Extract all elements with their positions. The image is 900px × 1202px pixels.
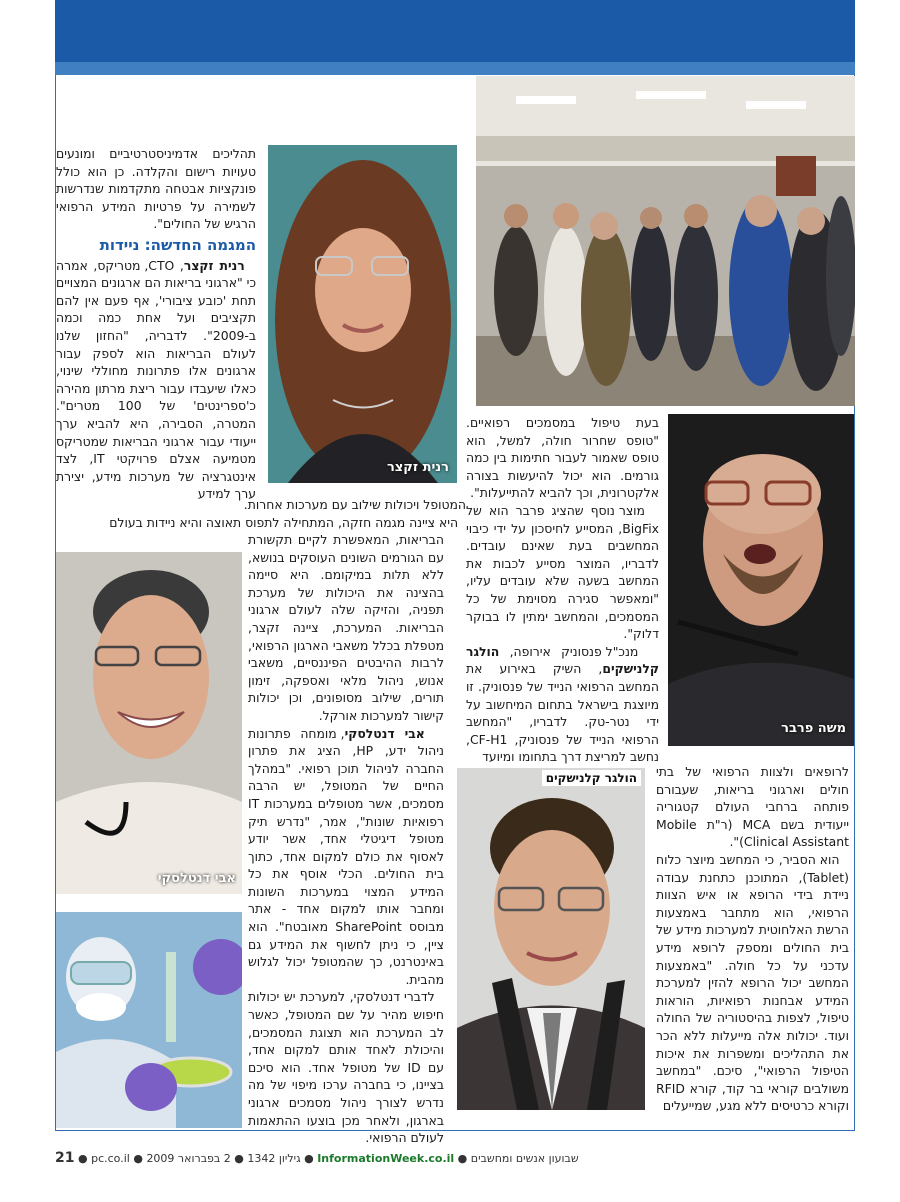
wide-line2-text: היא ציינה מגמה חזקה, המתחילה לתפוס תאוצה והיא ניידות בעולם <box>109 514 459 530</box>
footer-publication: שבועון אנשים ומחשבים <box>470 1152 579 1165</box>
col-holger-p2-text: הוא הסביר, כי המחשב מיוצר כלוח (Tablet), המתוכנן כתחנת עבודה ניידת בידי הרופא או איש הצוות הרפואי, הוא מתחבר באמצעות הרשת האלחוטית למערכות מידע של בית החולים ומספק לרופא מידע עדכני על כל חולה. "באמצעות המחשב יכול הרופא להזין למערכת המידע אבחנות רפואיות, הוראות טיפול, לצפות בהיסטוריה של החולה ועוד. יכולות אלה מייעלות ללא הכר את התהליכים ומשפרות את איכות הטיפול הרפואי", סיכם. "במחשב משולבים קוראי בר קוד, קורא RFID וקורא כרטיסים ללא מגע, שמייעלים <box>656 851 849 1114</box>
col-moshe <box>466 414 659 766</box>
name-ranit: רנית זקצר <box>183 257 245 273</box>
footer-bullet: ● <box>77 1152 92 1165</box>
col-moshe-p2 <box>466 502 659 643</box>
col-ranit-p1 <box>56 257 256 503</box>
event-crowd-photo <box>476 76 855 406</box>
footer-issue: גיליון 1342 <box>247 1152 301 1165</box>
footer-bullet: ● <box>234 1152 248 1165</box>
col-moshe-p3 <box>466 643 659 766</box>
col-ranit-p1-text: , CTO, מטריקס, אמרה כי "ארגוני בריאות הם ארגונים המצויים תחת 'כובע ציבורי', אף פעם אין להם תקציבים ועל אחת כמה וכמה ב-2009". לדבריה, "החזון שלנו לעולם הבריאות הוא לספק עבור ארגונים אלו פתרונות מחוללי שינוי, כאלו שיעבדו עבור ריצת מרתון מהירה כ'ספרינטים' של 100 מטרים". המטרה, הסבירה, היא להביא ערך ייעודי עבור ארגוני הבריאות שמטריקס מטמיעה אצלם פרויקטי IT, לצד אינטגרציה של מערכות מידע, יצירת ערך למידע <box>56 257 256 502</box>
page-number: 21 <box>55 1150 75 1166</box>
header-band <box>55 0 855 62</box>
lab-scientist-photo <box>56 912 242 1128</box>
wide-line1: המטופל ויכולות שילוב עם מערכות אחרות. <box>243 497 466 512</box>
col-holger <box>656 763 849 1115</box>
col-holger-p2 <box>656 851 849 1115</box>
col-mid-p3-text: לדברי דנטלסקי, למערכת יש יכולות חיפוש מהיר על שם המטופל, כאשר לב המערכת הוא תצוגת המסמכים, והיכולת לאחד אותם למקום אחד, עם ID של מטופל אחד. הוא סיכם בציינו, כי בחברה ערכו מיפוי של מה נדרש לצורך ניהול מסמכים ארגוני בארגון, ולאחר מכן בוצעו ההתאמות לעולם הרפואי. <box>248 989 444 1146</box>
frame-bottom <box>55 1130 855 1131</box>
wide-lines <box>56 496 466 531</box>
col-mid-p3 <box>248 988 444 1146</box>
caption-ranit: רנית זקצר <box>386 460 449 475</box>
footer-bullet: ● <box>457 1152 471 1165</box>
footer-bullet: ● <box>133 1152 147 1165</box>
wide-line2 <box>56 514 466 532</box>
col-ranit-intro: תהליכים אדמיניסטרטיביים ומונעים טעויות רישום והקלדה. כן הוא כולל פונקציות אבטחה מתקדמות שנדרשות לשמירה על פרטיות המידע הרפואי הרגיש של החולים". <box>56 146 256 232</box>
caption-holger: הולגר קלנישקים <box>542 770 641 786</box>
col-moshe-p2-text: מוצר נוסף שהציג פרבר הוא של BigFix, המסייע לחיסכון על ידי כיבוי המחשבים בעת שאינם עובדים. לדבריו, המוצר מסייע לכבות את המחשב בשעה שלא עובדים עליו, "ומאפשר סגירה מסוימת של כל המסמכים, והמחשב ימתין לו בבוקר דלוק". <box>466 502 659 642</box>
col-mid-p2-text: , מומחה פתרונות ניהול ידע, HP, הציג את פתרון החברה לניהול תוכן רפואי. "במהלך החיים של המטופל, יש הרבה מסמכים, אשר מטופלים במערכות IT רפואיות שונות", אמר, "נדרש תיק מטופל דיגיטלי אחד, אשר יודע לאסוף את כולם למקום אחד, כתוך בית החולים. הכלי אוסף את כל המידע המצוי במערכות השונות ומחבר אותו למקום אחד - אתר מבוסס SharePoint מאובטח". הוא ציין, כי ניתן לחשוף את המידע גם באינטרנט, כך שהמטופל יכול לגלוש מהבית. <box>248 725 444 987</box>
moshe-portrait-photo <box>668 414 854 746</box>
col-mid-p1: הבריאות, המאפשרת לקיים תקשורת עם הגורמים השונים העוסקים בנושא, ללא תלות במיקומם. היא סיימה בהצינה את היכולות של מערכת תפניה, והזיקה שלה לעולם ארגוני הבריאות. המערכת, ציינה זקצר, מטפלת בכלל משאבי הארגון הרפואי, לרבות ההיבטים הפיננסיים, משאבי אנוש, ניהול מלאי ואספקה, זימון תורים, שילוב מסופונים, וכן יכולות קישור למערכות אורקל. <box>248 532 444 723</box>
page-footer <box>55 1150 855 1172</box>
name-avi: אבי דנטלסקי <box>344 725 425 741</box>
name-holger: הולגר קלנישקים <box>466 643 659 677</box>
holger-portrait-photo <box>457 768 645 1110</box>
col-holger-p1: לרופאים ולצוות הרפואי של בתי חולים וארגוני בריאות, שעבורם פותחה ברחבי העולם קטגוריה ייעודית בשם MCA (ר"ת Mobile Clinical Assistant)". <box>656 764 849 850</box>
header-strip <box>55 62 855 75</box>
col-moshe-p3-text: , השיק באירוע את המחשב הרפואי הנייד של פנסוניק. זו מיוצגת בישראל בתחום המיחשוב על ידי נטר-טק. לדבריו, "המחשב הרפואי הנייד של פנסוניק, CF-H1, נחשב למריצת דרך בתחומו ומיועד <box>466 661 659 765</box>
footer-date: 2 בפברואר 2009 <box>146 1152 231 1165</box>
col-moshe-p1: בעת טיפול במסמכים רפואיים. "טופס שחרור חולה, למשל, הוא טופס שאמור לעבור חתימות בין כמה גורמים. הוא יכול להיעשות בצורה אלקטרונית, וכך להביא להתייעלות". <box>466 415 659 501</box>
footer-bullet: ● <box>304 1152 318 1165</box>
footer-brand: InformationWeek.co.il <box>317 1152 455 1165</box>
caption-avi: אבי דנטלסקי <box>157 871 236 886</box>
caption-moshe: משה פרבר <box>781 721 846 736</box>
col-ranit <box>56 145 256 503</box>
ranit-portrait-photo <box>268 145 457 483</box>
section-heading-mobility: המגמה החדשה: ניידות <box>99 235 256 254</box>
col-moshe-p3-pre: מנכ"ל פנסוניק אירופה, <box>499 643 639 659</box>
avi-portrait-photo <box>56 552 242 894</box>
col-mid-p2 <box>248 725 444 989</box>
footer-site: pc.co.il <box>91 1152 130 1165</box>
col-mid <box>248 531 444 1147</box>
